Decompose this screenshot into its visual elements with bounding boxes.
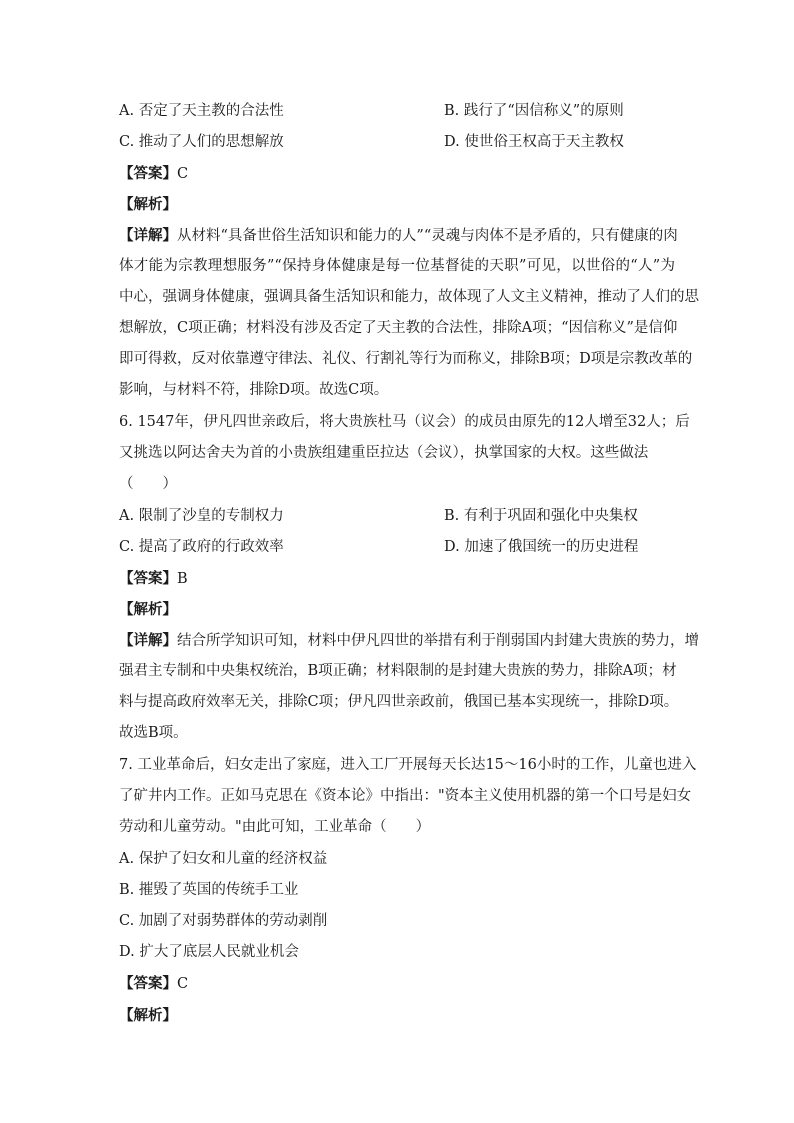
q6-detail-line: 【详解】结合所学知识可知，材料中伊凡四世的举措有利于削弱国内封建大贵族的势力，增 — [119, 632, 699, 649]
q7-answer — [119, 975, 188, 993]
q5-answer — [119, 165, 188, 183]
q7-stem-line: 劳动和儿童劳动。"由此可知，工业革命（ ） — [119, 819, 431, 835]
q6-stem-line: 6. 1547年，伊凡四世亲政后，将大贵族杜马（议会）的成员由原先的12人增至32人；后 — [119, 414, 690, 430]
q5-option-a: A. 否定了天主教的合法性 — [119, 103, 284, 119]
q6-option-c: C. 提高了政府的行政效率 — [119, 539, 284, 555]
q7-option-c: C. 加剧了对弱势群体的劳动剥削 — [119, 913, 328, 929]
q5-detail-line: 想解放，C项正确；材料没有涉及否定了天主教的合法性，排除A项；“因信称义”是信仰 — [119, 320, 678, 336]
q5-detail-line: 中心，强调身体健康，强调具备生活知识和能力，故体现了人文主义精神，推动了人们的思 — [119, 289, 699, 305]
detail-label: 【详解】 — [119, 632, 177, 649]
q5-detail-line: 【详解】从材料“具备世俗生活知识和能力的人”“灵魂与肉体不是矛盾的，只有健康的肉 — [119, 227, 678, 244]
answer-value: C — [177, 976, 189, 992]
q6-option-b: B. 有利于巩固和强化中央集权 — [444, 508, 638, 524]
answer-label: 【答案】 — [119, 165, 177, 182]
q5-detail-line: 即可得救，反对依靠遵守律法、礼仪、行割礼等行为而称义，排除B项；D项是宗教改革的 — [119, 351, 693, 367]
q6-detail-line: 料与提高政府效率无关，排除C项；伊凡四世亲政前，俄国已基本实现统一，排除D项。 — [119, 694, 679, 710]
q5-detail-line: 体才能为宗教理想服务”“保持身体健康是每一位基督徒的天职”可见，以世俗的“人”为 — [119, 258, 675, 274]
answer-label: 【答案】 — [119, 975, 177, 992]
q6-stem-line: （ ） — [119, 476, 177, 492]
q7-analysis-label: 【解析】 — [119, 1007, 177, 1024]
q7-stem-line: 了矿井内工作。正如马克思在《资本论》中指出："资本主义使用机器的第一个口号是妇女 — [119, 788, 692, 804]
answer-label: 【答案】 — [119, 570, 177, 587]
answer-value: C — [177, 166, 189, 182]
q6-analysis-label: 【解析】 — [119, 601, 177, 618]
q6-detail-line: 强君主专制和中央集权统治，B项正确；材料限制的是封建大贵族的势力，排除A项；材 — [119, 663, 677, 679]
q6-option-d: D. 加速了俄国统一的历史进程 — [444, 539, 639, 555]
q6-answer — [119, 570, 188, 588]
q7-option-b: B. 摧毁了英国的传统手工业 — [119, 882, 299, 898]
q5-option-b: B. 践行了“因信称义”的原则 — [444, 103, 624, 119]
answer-value: B — [177, 571, 188, 587]
q7-stem-line: 7. 工业革命后，妇女走出了家庭，进入工厂开展每天长达15～16小时的工作，儿童也进入 — [119, 757, 697, 773]
q5-detail-line: 影响，与材料不符，排除D项。故选C项。 — [119, 382, 389, 398]
detail-label: 【详解】 — [119, 227, 177, 244]
q7-option-d: D. 扩大了底层人民就业机会 — [119, 944, 299, 960]
q6-option-a: A. 限制了沙皇的专制权力 — [119, 508, 284, 524]
q6-detail-line: 故选B项。 — [119, 725, 188, 741]
q7-option-a: A. 保护了妇女和儿童的经济权益 — [119, 851, 328, 867]
q5-analysis-label: 【解析】 — [119, 196, 177, 213]
q5-option-d: D. 使世俗王权高于天主教权 — [444, 134, 624, 150]
q6-stem-line: 又挑选以阿达舍夫为首的小贵族组建重臣拉达（会议），执掌国家的大权。这些做法 — [119, 445, 649, 461]
q5-option-c: C. 推动了人们的思想解放 — [119, 134, 284, 150]
